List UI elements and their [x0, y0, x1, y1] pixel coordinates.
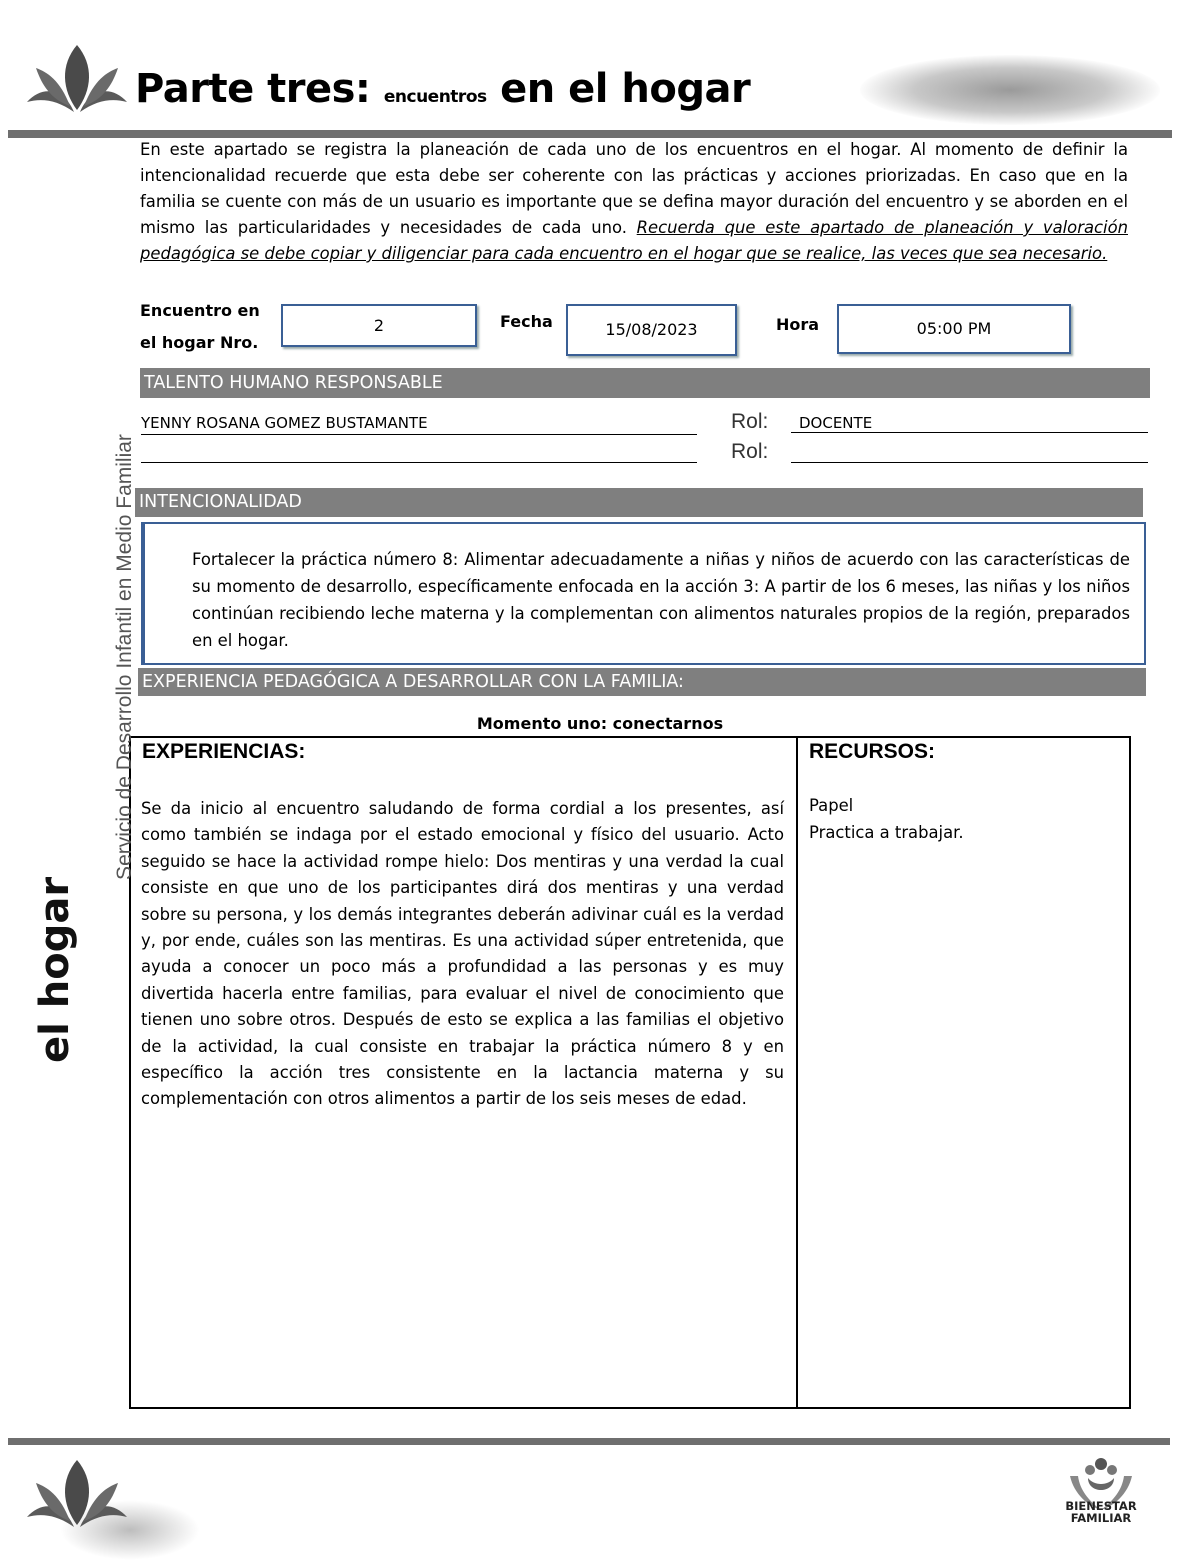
section-experiencia-heading: EXPERIENCIA PEDAGÓGICA A DESARROLLAR CON LA FAMILIA: — [138, 668, 1146, 696]
date-label: Fecha — [500, 312, 553, 331]
time-label: Hora — [776, 315, 820, 334]
responsible-name-field[interactable]: YENNY ROSANA GOMEZ BUSTAMANTE — [141, 414, 697, 435]
resources-list[interactable] — [809, 792, 964, 846]
section-talento-heading: TALENTO HUMANO RESPONSABLE — [140, 368, 1150, 398]
leaf-logo-icon — [22, 40, 132, 120]
date-field[interactable]: 15/08/2023 — [566, 304, 737, 356]
resource-item: Practica a trabajar. — [809, 823, 964, 842]
role-label: Rol: — [731, 410, 769, 433]
header-shadow — [860, 55, 1160, 125]
intro-paragraph: En este apartado se registra la planeación de cada uno de los encuentros en el hogar. Al momento de definir la intencionalidad recuerde que esta debe ser coherente con las prácticas y acciones priorizadas. En caso que en la familia se cuente con más de un usuario es importante que se defina mayor duración del encuentro y se aborden en el mismo las particularidades y necesidades de cada uno. Recuerda que este apartado de planeación y valoración pedagógica se debe copiar y diligenciar para cada encuentro en el hogar que se realice, las veces que sea necesario. — [140, 140, 1128, 263]
role-field-2[interactable] — [791, 442, 1148, 463]
leaf-logo-icon — [22, 1455, 132, 1535]
role-label-2: Rol: — [731, 440, 769, 463]
intro-emphasis: Recuerda que este apartado de planeación y valoración pedagógica se debe copiar y diligenciar para cada encuentro en el hogar que se realice, las veces que sea necesario. — [140, 218, 1128, 263]
resource-item: Papel — [809, 796, 854, 815]
bienestar-familiar-brand: BIENESTAR FAMILIAR — [1065, 1499, 1137, 1525]
page-title: Parte tres: encuentros en el hogar — [135, 66, 751, 112]
experiences-header: EXPERIENCIAS: — [142, 740, 306, 763]
time-field[interactable]: 05:00 PM — [837, 304, 1071, 354]
experiences-text[interactable]: Se da inicio al encuentro saludando de forma cordial a los presentes, así como también se indaga por el estado emocional y físico del usuario. Acto seguido se hace la actividad rompe hielo: Dos mentiras y una verdad la cual consiste en que uno de los participantes dirá dos mentiras y una verdad sobre su persona, y los demás integrantes deberán adivinar cuál es la verdad y, por ende, cuáles son las mentiras. Es una actividad súper entretenida, que ayuda a conocer un poco más a profundidad a las personas y es muy divertida hacerla entre familias, para evaluar el nivel de conocimiento que tienen uno sobre otros. Después de esto se explica a las familias el objetivo de la actividad, la cual consiste en trabajar la práctica número 8 y en específico la acción tres consistente en la lactancia materna y su complementación con otros alimentos a partir de los seis meses de edad. — [141, 799, 784, 1109]
encounter-number-field[interactable]: 2 — [281, 304, 477, 347]
responsible-name-field-2[interactable] — [141, 442, 697, 463]
side-service-label: Servicio de Desarrollo Infantil en Medio Familiar — [113, 434, 136, 880]
role-field[interactable]: DOCENTE — [791, 414, 1148, 433]
footer-divider — [8, 1438, 1170, 1445]
intencionalidad-text: Fortalecer la práctica número 8: Alimentar adecuadamente a niñas y niños de acuerdo con las características de su momento de desarrollo, específicamente enfocada en la acción 3: A partir de los 6 meses, las niñas y los niños continúan recibiendo leche materna y la complementan con alimentos naturales propios de la región, preparados en el hogar. — [192, 550, 1130, 650]
resources-header: RECURSOS: — [809, 740, 936, 763]
encounter-number-label: Encuentro en el hogar Nro. — [140, 301, 260, 352]
section-intencionalidad-heading: INTENCIONALIDAD — [135, 488, 1143, 517]
table-column-divider — [796, 736, 798, 1409]
moment-title: Momento uno: conectarnos — [476, 714, 724, 733]
side-hogar-label: el hogar — [32, 876, 78, 1063]
